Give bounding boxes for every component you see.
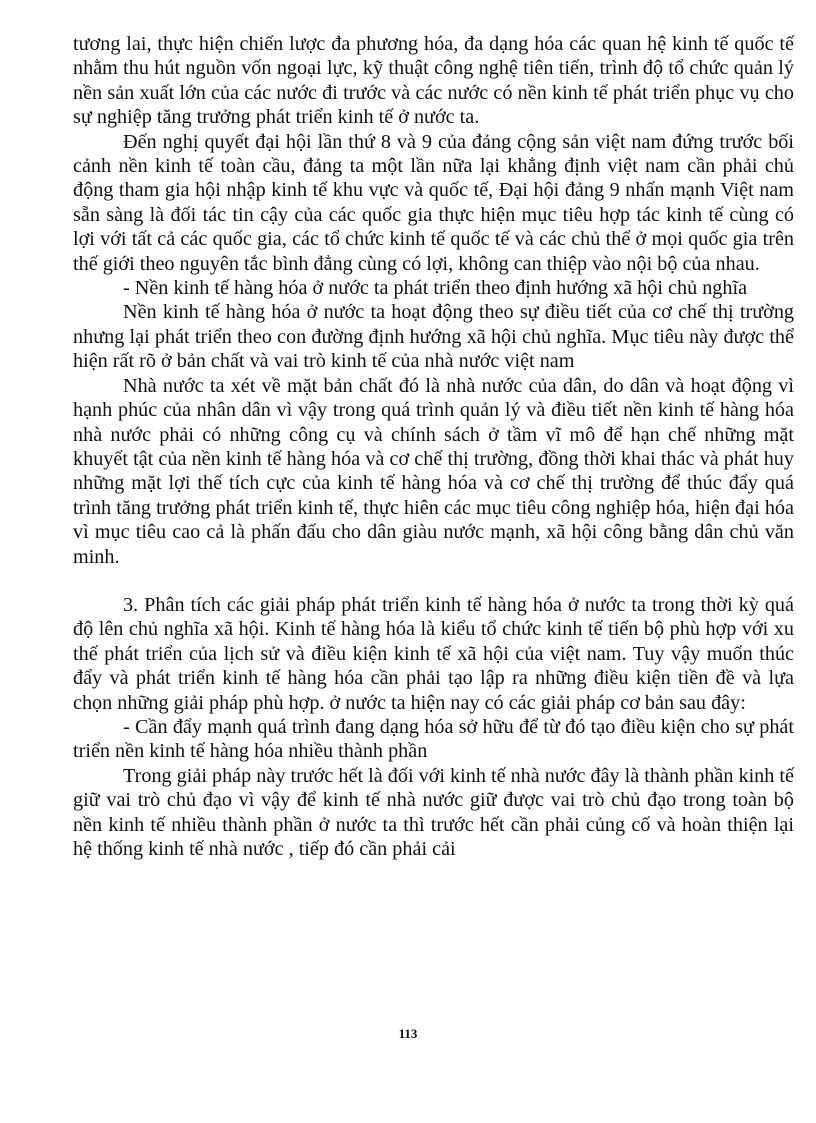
paragraph-state-economy: Trong giải pháp này trước hết là đối với kinh tế nhà nước đây là thành phần kinh tế giữ vai trò chủ đạo vì vậy để kinh tế nhà nước giữ được vai trò chủ đạo trong toàn bộ nền kinh tế nhiều thành phần ở nước ta thì trước hết cần phải củng cố và hoàn thiện lại hệ thống kinh tế nhà nước , tiếp đó cần phải cải bbox=[73, 764, 794, 860]
paragraph-section-3: 3. Phân tích các giải pháp phát triển kinh tế hàng hóa ở nước ta trong thời kỳ quá độ lên chủ nghĩa xã hội. Kinh tế hàng hóa là kiểu tổ chức kinh tế tiến bộ phù hợp với xu thế phát triển của lịch sử và điều kiện kinh tế xã hội của việt nam. Tuy vậy muốn thúc đẩy và phát triển kinh tế hàng hóa cần phải tạo lập ra những điều kiện tiền đề và lựa chọn những giải pháp phù hợp. ở nước ta hiện nay có các giải pháp cơ bản sau đây: bbox=[73, 593, 794, 714]
paragraph-party-congress: Đến nghị quyết đại hội lần thứ 8 và 9 của đảng cộng sản việt nam đứng trước bối cảnh nền kinh tế toàn cầu, đảng ta một lần nữa lại khẳng định việt nam cần phải chủ động tham gia hội nhập kinh tế khu vực và quốc tế, Đại hội đảng 9 nhấn mạnh Việt nam sẵn sàng là đối tác tin cậy của các quốc gia thực hiện mục tiêu hợp tác kinh tế cùng có lợi với tất cả các quốc gia, các tổ chức kinh tế quốc tế và các chủ thể ở mọi quốc gia trên thế giới theo nguyên tắc bình đẳng cùng có lợi, không can thiệp vào nội bộ của nhau. bbox=[73, 130, 794, 275]
paragraph-gap bbox=[73, 569, 794, 593]
paragraph-continuation: tương lai, thực hiện chiến lược đa phương hóa, đa dạng hóa các quan hệ kinh tế quốc tế nhằm thu hút nguồn vốn ngoại lực, kỹ thuật công nghệ tiên tiến, trình độ tổ chức quản lý nền sản xuất lớn của các nước đi trước và các nước có nền kinh tế phát triển phục vụ cho sự nghiệp tăng trưởng phát triển kinh tế ở nước ta. bbox=[73, 33, 794, 129]
paragraph-market-economy: Nền kinh tế hàng hóa ở nước ta hoạt động theo sự điều tiết của cơ chế thị trường nhưng lại phát triển theo con đường định hướng xã hội chủ nghĩa. Mục tiêu này được thể hiện rất rõ ở bản chất và vai trò kinh tế của nhà nước việt nam bbox=[73, 301, 794, 373]
document-body bbox=[73, 32, 794, 861]
paragraph-diversify-ownership: - Cần đẩy mạnh quá trình đang dạng hóa sở hữu để từ đó tạo điều kiện cho sự phát triển nền kinh tế hàng hóa nhiều thành phần bbox=[73, 715, 794, 763]
paragraph-socialist-orientation-heading: - Nền kinh tế hàng hóa ở nước ta phát triển theo định hướng xã hội chủ nghĩa bbox=[123, 277, 748, 300]
page-number: 113 bbox=[398, 1026, 418, 1041]
paragraph-state-nature: Nhà nước ta xét về mặt bản chất đó là nhà nước của dân, do dân và hoạt động vì hạnh phúc của nhân dân vì vậy trong quá trình quản lý và điều tiết nền kinh tế hàng hóa nhà nước phải có những công cụ và chính sách ở tầm vĩ mô để hạn chế những mặt khuyết tật của nền kinh tế hàng hóa và cơ chế thị trường, đồng thời khai thác và phát huy những mặt lợi thế tích cực của kinh tế hàng hóa và cơ chế thị trường để thúc đẩy quá trình tăng trưởng phát triển kinh tế, thực hiên các mục tiêu công nghiệp hóa, hiện đại hóa vì mục tiêu cao cả là phấn đấu cho dân giàu nước mạnh, xã hội công bằng dân chủ văn minh. bbox=[73, 374, 794, 568]
